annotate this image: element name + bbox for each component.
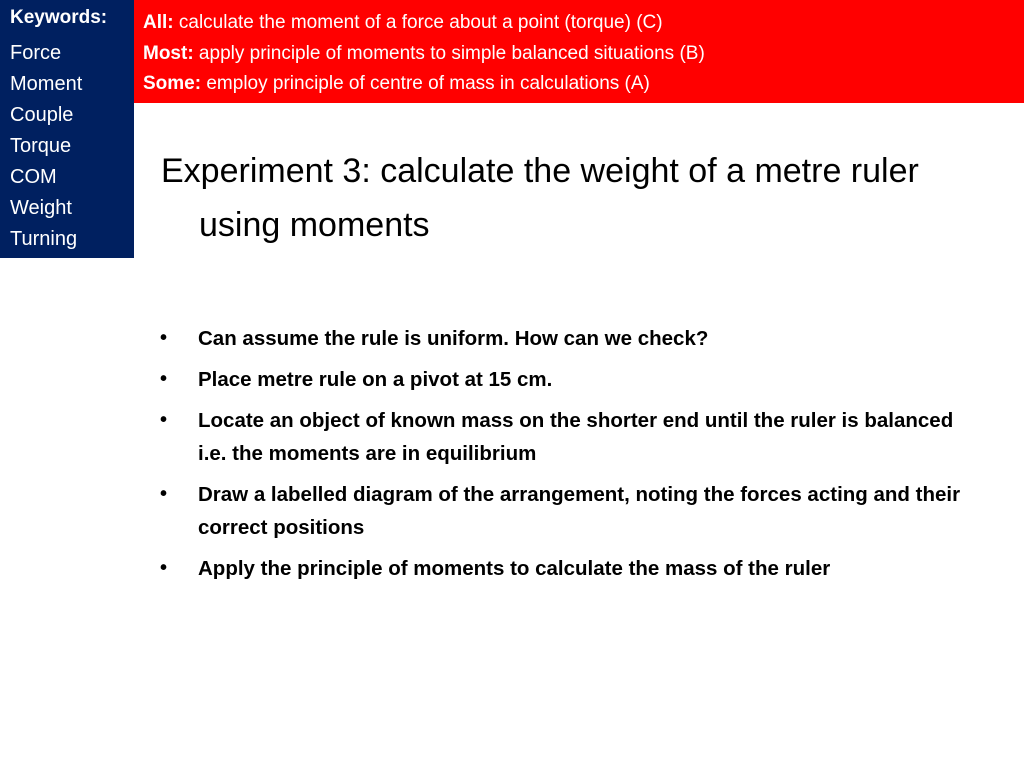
list-item: [160, 363, 980, 396]
keyword-item: Moment: [10, 73, 83, 95]
objective-all: [143, 8, 1024, 39]
list-item-text: Place metre rule on a pivot at 15 cm.: [198, 368, 553, 391]
objective-text: calculate the moment of a force about a point (torque) (C): [173, 12, 663, 33]
bullet-icon: •: [160, 368, 168, 390]
instruction-list: [160, 322, 980, 593]
keywords-panel: [0, 0, 134, 258]
list-item: [160, 404, 980, 470]
objective-text: employ principle of centre of mass in calculations (A): [201, 73, 650, 94]
objective-most: [143, 39, 1024, 70]
objective-some: [143, 69, 1024, 100]
bullet-icon: •: [160, 409, 168, 431]
keywords-title: Keywords:: [10, 7, 108, 28]
keyword-item: Couple: [10, 104, 74, 126]
bullet-icon: •: [160, 557, 168, 579]
keyword-item: Weight: [10, 197, 72, 219]
keyword-item: Force: [10, 42, 62, 64]
learning-objectives-panel: [134, 0, 1024, 103]
list-item: [160, 552, 980, 585]
list-item-text: Locate an object of known mass on the shorter end until the ruler is balanced i.e. the moments are in equilibrium: [198, 409, 954, 465]
list-item-text: Apply the principle of moments to calculate the mass of the ruler: [198, 557, 831, 580]
objective-lead: Most:: [143, 42, 194, 64]
list-item-text: Can assume the rule is uniform. How can we check?: [198, 327, 709, 350]
list-item: [160, 478, 980, 544]
objective-lead: Some:: [143, 73, 202, 94]
objective-text: apply principle of moments to simple balanced situations (B): [193, 42, 705, 64]
bullet-icon: •: [160, 327, 168, 349]
keyword-item: COM: [10, 166, 57, 188]
objective-lead: All:: [143, 12, 174, 33]
bullet-icon: •: [160, 483, 168, 505]
list-item: [160, 322, 980, 355]
keyword-item: Torque: [10, 135, 72, 157]
keyword-item: Turning: [10, 228, 78, 250]
slide-title: Experiment 3: calculate the weight of a metre ruler using moments: [161, 152, 919, 244]
list-item-text: Draw a labelled diagram of the arrangement, noting the forces acting and their correct positions: [198, 483, 961, 539]
